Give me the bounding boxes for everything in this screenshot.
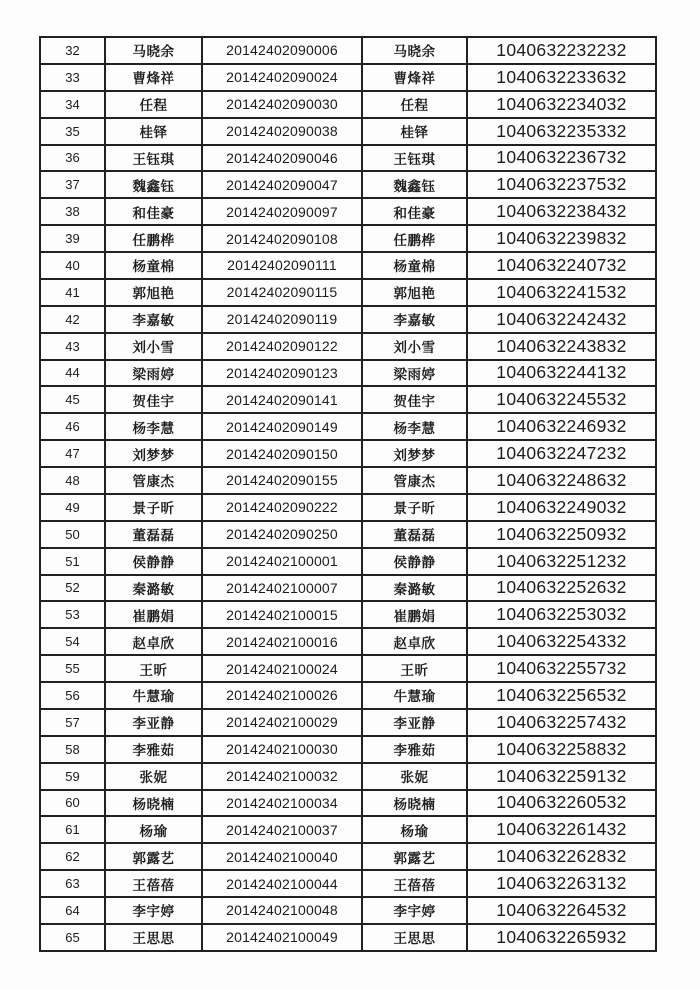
name-cell: 李宇婷 [105,897,202,924]
row-number-cell: 53 [40,601,105,628]
code-cell: 1040632238432 [467,198,656,225]
name-cell: 马晓余 [105,37,202,64]
name-confirm-cell: 杨晓楠 [362,790,467,817]
code-cell: 1040632259132 [467,763,656,790]
table-row [40,306,656,333]
name-confirm-cell: 魏鑫钰 [362,171,467,198]
name-cell: 崔鹏娟 [105,601,202,628]
name-cell: 杨童棉 [105,252,202,279]
table-row [40,225,656,252]
student-id-cell: 20142402090222 [202,494,362,521]
student-id-cell: 20142402090141 [202,386,362,413]
code-cell: 1040632234032 [467,91,656,118]
name-cell: 牛慧瑜 [105,682,202,709]
student-id-cell: 20142402090150 [202,440,362,467]
name-cell: 秦潞敏 [105,575,202,602]
code-cell: 1040632253032 [467,601,656,628]
name-cell: 王昕 [105,655,202,682]
code-cell: 1040632262832 [467,843,656,870]
row-number-cell: 47 [40,440,105,467]
student-id-cell: 20142402100044 [202,870,362,897]
name-cell: 王钰琪 [105,145,202,172]
name-confirm-cell: 刘小雪 [362,333,467,360]
name-confirm-cell: 侯静静 [362,548,467,575]
name-confirm-cell: 牛慧瑜 [362,682,467,709]
table-row [40,575,656,602]
student-id-cell: 20142402090115 [202,279,362,306]
name-cell: 杨晓楠 [105,790,202,817]
student-id-cell: 20142402100026 [202,682,362,709]
name-confirm-cell: 刘梦梦 [362,440,467,467]
code-cell: 1040632240732 [467,252,656,279]
table-row [40,386,656,413]
row-number-cell: 56 [40,682,105,709]
row-number-cell: 49 [40,494,105,521]
student-id-cell: 20142402090155 [202,467,362,494]
code-cell: 1040632256532 [467,682,656,709]
name-cell: 郭露艺 [105,843,202,870]
name-confirm-cell: 杨瑜 [362,816,467,843]
name-confirm-cell: 任程 [362,91,467,118]
name-cell: 贺佳宇 [105,386,202,413]
student-id-cell: 20142402090108 [202,225,362,252]
student-id-cell: 20142402100024 [202,655,362,682]
table-row [40,924,656,951]
student-id-cell: 20142402090038 [202,118,362,145]
row-number-cell: 62 [40,843,105,870]
name-cell: 王思思 [105,924,202,951]
student-id-cell: 20142402100029 [202,709,362,736]
row-number-cell: 65 [40,924,105,951]
student-id-cell: 20142402100037 [202,816,362,843]
table-row [40,736,656,763]
name-cell: 李雅茹 [105,736,202,763]
row-number-cell: 50 [40,521,105,548]
row-number-cell: 37 [40,171,105,198]
table-row [40,682,656,709]
row-number-cell: 55 [40,655,105,682]
code-cell: 1040632233632 [467,64,656,91]
row-number-cell: 42 [40,306,105,333]
row-number-cell: 41 [40,279,105,306]
row-number-cell: 64 [40,897,105,924]
table-row [40,360,656,387]
table-row [40,64,656,91]
name-cell: 任程 [105,91,202,118]
table-row [40,37,656,64]
code-cell: 1040632239832 [467,225,656,252]
name-cell: 桂铎 [105,118,202,145]
table-row [40,467,656,494]
row-number-cell: 60 [40,790,105,817]
name-cell: 梁雨婷 [105,360,202,387]
name-confirm-cell: 李嘉敏 [362,306,467,333]
name-cell: 张妮 [105,763,202,790]
name-cell: 刘小雪 [105,333,202,360]
table-row [40,655,656,682]
code-cell: 1040632261432 [467,816,656,843]
student-id-cell: 20142402100049 [202,924,362,951]
table-row [40,494,656,521]
name-confirm-cell: 贺佳宇 [362,386,467,413]
name-cell: 赵卓欣 [105,628,202,655]
code-cell: 1040632248632 [467,467,656,494]
student-id-cell: 20142402090097 [202,198,362,225]
row-number-cell: 59 [40,763,105,790]
name-confirm-cell: 景子昕 [362,494,467,521]
name-confirm-cell: 秦潞敏 [362,575,467,602]
row-number-cell: 61 [40,816,105,843]
name-cell: 李亚静 [105,709,202,736]
code-cell: 1040632263132 [467,870,656,897]
code-cell: 1040632251232 [467,548,656,575]
code-cell: 1040632257432 [467,709,656,736]
name-cell: 管康杰 [105,467,202,494]
code-cell: 1040632241532 [467,279,656,306]
code-cell: 1040632235332 [467,118,656,145]
code-cell: 1040632243832 [467,333,656,360]
name-cell: 侯静静 [105,548,202,575]
code-cell: 1040632237532 [467,171,656,198]
row-number-cell: 35 [40,118,105,145]
name-cell: 董磊磊 [105,521,202,548]
table-row [40,521,656,548]
table-row [40,628,656,655]
student-id-cell: 20142402100030 [202,736,362,763]
table-row [40,790,656,817]
name-confirm-cell: 王钰琪 [362,145,467,172]
name-confirm-cell: 李雅茹 [362,736,467,763]
code-cell: 1040632258832 [467,736,656,763]
row-number-cell: 38 [40,198,105,225]
table-row [40,897,656,924]
table-row [40,413,656,440]
student-id-cell: 20142402100032 [202,763,362,790]
row-number-cell: 52 [40,575,105,602]
name-confirm-cell: 郭露艺 [362,843,467,870]
student-id-cell: 20142402090123 [202,360,362,387]
name-cell: 和佳豪 [105,198,202,225]
row-number-cell: 57 [40,709,105,736]
code-cell: 1040632242432 [467,306,656,333]
table-row [40,870,656,897]
student-id-cell: 20142402090149 [202,413,362,440]
student-id-cell: 20142402100001 [202,548,362,575]
row-number-cell: 58 [40,736,105,763]
table-row [40,548,656,575]
code-cell: 1040632250932 [467,521,656,548]
table-row [40,763,656,790]
row-number-cell: 63 [40,870,105,897]
name-cell: 杨李慧 [105,413,202,440]
name-cell: 任鹏桦 [105,225,202,252]
student-id-cell: 20142402090119 [202,306,362,333]
code-cell: 1040632246932 [467,413,656,440]
name-confirm-cell: 曹烽祥 [362,64,467,91]
code-cell: 1040632265932 [467,924,656,951]
table-row [40,91,656,118]
roster-table-body [40,37,656,951]
table-row [40,601,656,628]
row-number-cell: 46 [40,413,105,440]
name-confirm-cell: 董磊磊 [362,521,467,548]
student-id-cell: 20142402100007 [202,575,362,602]
roster-table [39,36,657,952]
table-row [40,709,656,736]
student-id-cell: 20142402090111 [202,252,362,279]
name-confirm-cell: 赵卓欣 [362,628,467,655]
code-cell: 1040632264532 [467,897,656,924]
code-cell: 1040632236732 [467,145,656,172]
code-cell: 1040632255732 [467,655,656,682]
table-row [40,171,656,198]
row-number-cell: 39 [40,225,105,252]
student-id-cell: 20142402090030 [202,91,362,118]
code-cell: 1040632254332 [467,628,656,655]
student-id-cell: 20142402090046 [202,145,362,172]
name-confirm-cell: 任鹏桦 [362,225,467,252]
row-number-cell: 48 [40,467,105,494]
row-number-cell: 54 [40,628,105,655]
code-cell: 1040632260532 [467,790,656,817]
name-confirm-cell: 梁雨婷 [362,360,467,387]
name-confirm-cell: 崔鹏娟 [362,601,467,628]
code-cell: 1040632247232 [467,440,656,467]
student-id-cell: 20142402090006 [202,37,362,64]
code-cell: 1040632232232 [467,37,656,64]
table-row [40,118,656,145]
name-confirm-cell: 李亚静 [362,709,467,736]
row-number-cell: 40 [40,252,105,279]
name-confirm-cell: 王蓓蓓 [362,870,467,897]
name-confirm-cell: 和佳豪 [362,198,467,225]
name-cell: 李嘉敏 [105,306,202,333]
name-confirm-cell: 杨童棉 [362,252,467,279]
table-row [40,816,656,843]
row-number-cell: 33 [40,64,105,91]
row-number-cell: 43 [40,333,105,360]
student-id-cell: 20142402100034 [202,790,362,817]
row-number-cell: 34 [40,91,105,118]
name-confirm-cell: 桂铎 [362,118,467,145]
name-confirm-cell: 杨李慧 [362,413,467,440]
name-confirm-cell: 王昕 [362,655,467,682]
table-row [40,279,656,306]
table-row [40,333,656,360]
name-cell: 郭旭艳 [105,279,202,306]
row-number-cell: 32 [40,37,105,64]
row-number-cell: 45 [40,386,105,413]
table-row [40,252,656,279]
name-confirm-cell: 马晓余 [362,37,467,64]
name-cell: 王蓓蓓 [105,870,202,897]
student-id-cell: 20142402100015 [202,601,362,628]
student-id-cell: 20142402090047 [202,171,362,198]
code-cell: 1040632245532 [467,386,656,413]
code-cell: 1040632252632 [467,575,656,602]
name-cell: 杨瑜 [105,816,202,843]
table-row [40,145,656,172]
table-row [40,843,656,870]
table-row [40,198,656,225]
name-cell: 曹烽祥 [105,64,202,91]
table-row [40,440,656,467]
name-confirm-cell: 张妮 [362,763,467,790]
name-confirm-cell: 王思思 [362,924,467,951]
student-id-cell: 20142402090250 [202,521,362,548]
row-number-cell: 51 [40,548,105,575]
name-cell: 刘梦梦 [105,440,202,467]
code-cell: 1040632244132 [467,360,656,387]
student-id-cell: 20142402100040 [202,843,362,870]
student-id-cell: 20142402090122 [202,333,362,360]
name-cell: 景子昕 [105,494,202,521]
name-cell: 魏鑫钰 [105,171,202,198]
student-id-cell: 20142402100048 [202,897,362,924]
student-id-cell: 20142402100016 [202,628,362,655]
student-id-cell: 20142402090024 [202,64,362,91]
name-confirm-cell: 郭旭艳 [362,279,467,306]
name-confirm-cell: 管康杰 [362,467,467,494]
name-confirm-cell: 李宇婷 [362,897,467,924]
row-number-cell: 44 [40,360,105,387]
row-number-cell: 36 [40,145,105,172]
code-cell: 1040632249032 [467,494,656,521]
